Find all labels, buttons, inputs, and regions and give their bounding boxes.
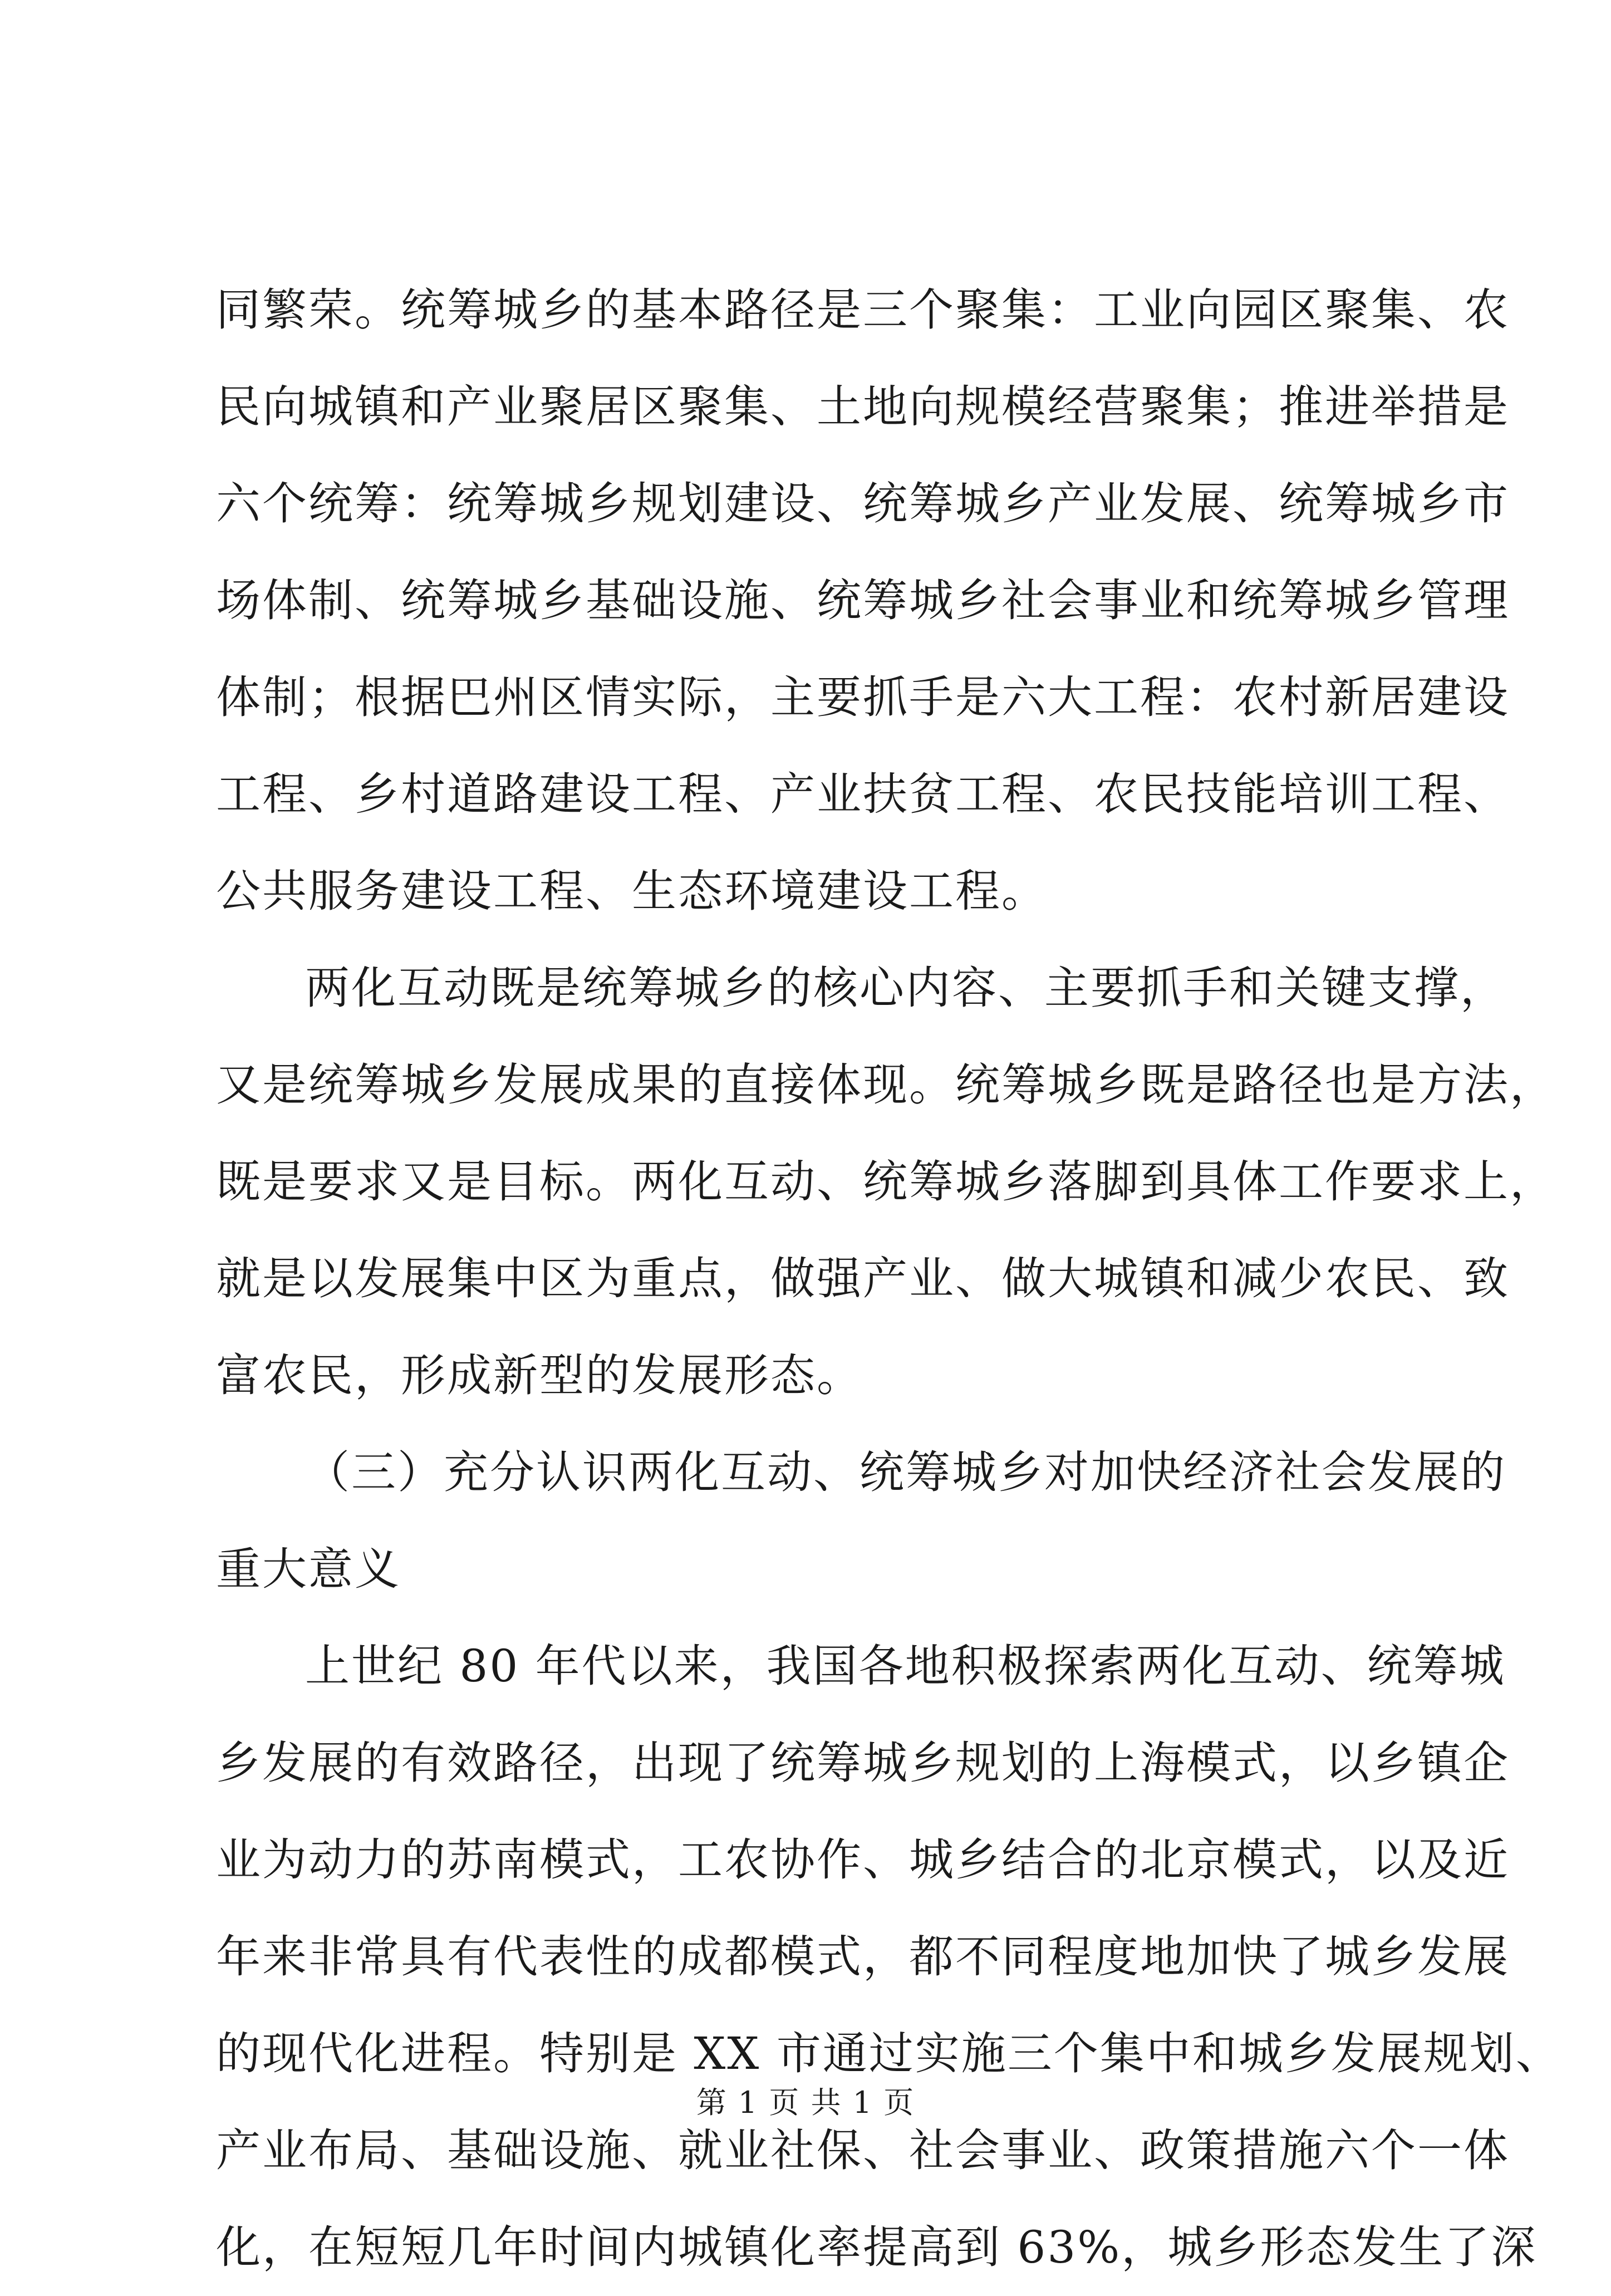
text-line: 就是以发展集中区为重点，做强产业、做大城镇和减少农民、致 [216,1253,1510,1304]
page-footer: 第 1 页 共 1 页 [696,2085,915,2120]
paragraph-2 [216,940,1556,1424]
text-line: 重大意义 [216,1543,401,1595]
text-line: 同繁荣。统筹城乡的基本路径是三个聚集：工业向园区聚集、农 [216,284,1510,336]
text-line: 上世纪 80 年代以来，我国各地积极探索两化互动、统筹城 [305,1640,1506,1692]
text-line: 公共服务建设工程、生态环境建设工程。 [216,865,1048,917]
text-line: 业为动力的苏南模式，工农协作、城乡结合的北京模式，以及近 [216,1834,1510,1886]
text-line: 又是统筹城乡发展成果的直接体现。统筹城乡既是路径也是方法， [216,1059,1556,1111]
text-line: 工程、乡村道路建设工程、产业扶贫工程、农民技能培训工程、 [216,768,1510,820]
text-line: 既是要求又是目标。两化互动、统筹城乡落脚到具体工作要求上， [216,1156,1556,1208]
text-line: 的现代化进程。特别是 XX 市通过实施三个集中和城乡发展规划、 [216,2028,1562,2079]
text-line: 民向城镇和产业聚居区聚集、土地向规模经营聚集；推进举措是 [216,381,1510,433]
section-heading [216,1424,1506,1618]
text-line: 产业布局、基础设施、就业社保、社会事业、政策措施六个一体 [216,2125,1510,2176]
text-line: 年来非常具有代表性的成都模式，都不同程度地加快了城乡发展 [216,1931,1510,1983]
text-line: 体制；根据巴州区情实际，主要抓手是六大工程：农村新居建设 [216,671,1510,723]
text-line: （三）充分认识两化互动、统筹城乡对加快经济社会发展的 [305,1446,1506,1498]
text-line: 乡发展的有效路径，出现了统筹城乡规划的上海模式，以乡镇企 [216,1737,1510,1789]
document-body [216,262,1562,2296]
text-line: 化，在短短几年时间内城镇化率提高到 63%，城乡形态发生了深 [216,2221,1538,2273]
text-line: 两化互动既是统筹城乡的核心内容、主要抓手和关键支撑， [305,962,1506,1014]
text-line: 场体制、统筹城乡基础设施、统筹城乡社会事业和统筹城乡管理 [216,575,1510,626]
text-line: 六个统筹：统筹城乡规划建设、统筹城乡产业发展、统筹城乡市 [216,478,1510,529]
paragraph-3 [216,1618,1562,2296]
text-line: 富农民，形成新型的发展形态。 [216,1350,863,1401]
paragraph-1 [216,262,1510,940]
